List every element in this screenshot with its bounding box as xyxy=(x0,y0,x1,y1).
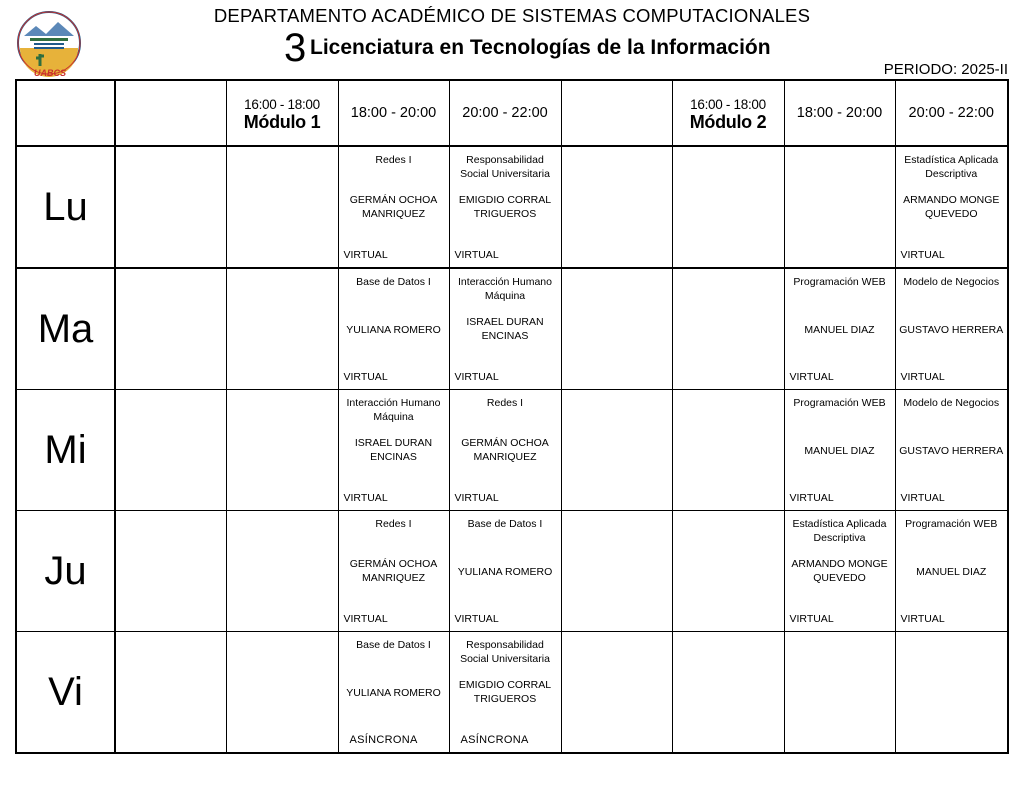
modality-label: VIRTUAL xyxy=(900,371,945,383)
teacher-name: GERMÁN OCHOA MANRIQUEZ xyxy=(349,194,438,220)
day-row xyxy=(16,511,1008,632)
subject-name: Programación WEB xyxy=(793,276,886,288)
modality-label: VIRTUAL xyxy=(900,613,945,625)
day-row xyxy=(16,632,1008,754)
column-time: 18:00 - 20:00 xyxy=(796,105,883,121)
subject-name: Estadística Aplicada Descriptiva xyxy=(904,154,999,180)
class-cell xyxy=(338,268,449,390)
class-cell xyxy=(895,146,1008,268)
day-label: Mi xyxy=(16,390,115,511)
day-label: Vi xyxy=(16,632,115,754)
class-cell xyxy=(895,390,1008,511)
empty-cell xyxy=(115,268,226,390)
class-cell xyxy=(449,146,561,268)
empty-cell xyxy=(672,632,784,754)
modality-label: VIRTUAL xyxy=(343,492,388,504)
teacher-name: MANUEL DIAZ xyxy=(804,324,875,336)
column-header xyxy=(226,80,338,146)
day-row xyxy=(16,146,1008,268)
class-cell xyxy=(784,390,895,511)
teacher-name: MANUEL DIAZ xyxy=(916,566,987,578)
class-cell xyxy=(895,511,1008,632)
teacher-name: GUSTAVO HERRERA xyxy=(899,445,1004,457)
empty-cell xyxy=(561,632,672,754)
modality-label: VIRTUAL xyxy=(454,371,499,383)
column-module: Módulo 1 xyxy=(243,111,321,132)
subject-name: Interacción Humano Máquina xyxy=(458,276,552,302)
class-cell xyxy=(784,268,895,390)
teacher-name: MANUEL DIAZ xyxy=(804,445,875,457)
subject-name: Interacción Humano Máquina xyxy=(346,397,441,423)
subject-name: Responsabilidad Social Universitaria xyxy=(460,154,550,180)
day-label: Lu xyxy=(16,146,115,268)
corner-cell xyxy=(16,80,115,146)
empty-cell xyxy=(226,511,338,632)
empty-cell xyxy=(561,268,672,390)
teacher-name: ISRAEL DURAN ENCINAS xyxy=(466,316,544,342)
class-cell xyxy=(338,511,449,632)
teacher-name: ARMANDO MONGE QUEVEDO xyxy=(903,194,1000,220)
subject-name: Responsabilidad Social Universitaria xyxy=(460,639,550,665)
empty-cell xyxy=(226,146,338,268)
subject-name: Estadística Aplicada Descriptiva xyxy=(792,518,887,544)
subject-name: Programación WEB xyxy=(905,518,998,530)
teacher-name: ISRAEL DURAN ENCINAS xyxy=(354,437,433,463)
column-header xyxy=(672,80,784,146)
teacher-name: ARMANDO MONGE QUEVEDO xyxy=(791,558,888,584)
modality-label: ASÍNCRONA xyxy=(460,734,529,746)
semester-number: 3 xyxy=(284,26,307,70)
period-label: PERIODO: 2025-II xyxy=(883,61,1008,78)
empty-cell xyxy=(115,390,226,511)
modality-label: VIRTUAL xyxy=(900,492,945,504)
class-cell xyxy=(449,268,561,390)
class-cell xyxy=(338,632,449,754)
empty-cell xyxy=(561,146,672,268)
column-time: 16:00 - 18:00 xyxy=(690,96,766,112)
empty-cell xyxy=(115,146,226,268)
modality-label: VIRTUAL xyxy=(789,492,834,504)
subject-name: Base de Datos I xyxy=(467,518,543,530)
class-cell xyxy=(338,146,449,268)
empty-cell xyxy=(672,390,784,511)
day-label: Ma xyxy=(16,268,115,390)
empty-cell xyxy=(895,632,1008,754)
column-header xyxy=(449,80,561,146)
column-header xyxy=(115,80,226,146)
empty-cell xyxy=(672,511,784,632)
class-cell xyxy=(449,511,561,632)
empty-cell xyxy=(784,632,895,754)
teacher-name: YULIANA ROMERO xyxy=(346,687,441,699)
empty-cell xyxy=(226,632,338,754)
class-cell xyxy=(449,632,561,754)
column-time: 20:00 - 22:00 xyxy=(908,105,994,121)
teacher-name: EMIGDIO CORRAL TRIGUEROS xyxy=(458,194,552,220)
program-title: Licenciatura en Tecnologías de la Información xyxy=(310,36,771,59)
column-header xyxy=(338,80,449,146)
teacher-name: GUSTAVO HERRERA xyxy=(899,324,1004,336)
teacher-name: YULIANA ROMERO xyxy=(457,566,553,578)
column-module: Módulo 2 xyxy=(689,111,767,132)
empty-cell xyxy=(561,390,672,511)
subject-name: Modelo de Negocios xyxy=(903,276,1000,288)
day-row xyxy=(16,268,1008,390)
column-time: 16:00 - 18:00 xyxy=(244,96,320,112)
schedule-table xyxy=(15,79,1009,754)
subject-name: Modelo de Negocios xyxy=(903,397,1000,409)
class-cell xyxy=(784,511,895,632)
empty-cell xyxy=(226,390,338,511)
empty-cell xyxy=(115,632,226,754)
modality-label: VIRTUAL xyxy=(343,371,388,383)
modality-label: VIRTUAL xyxy=(789,613,834,625)
empty-cell xyxy=(784,146,895,268)
class-cell xyxy=(338,390,449,511)
modality-label: VIRTUAL xyxy=(900,249,945,261)
department-title: DEPARTAMENTO ACADÉMICO DE SISTEMAS COMPUTACIONALES xyxy=(213,5,811,26)
empty-cell xyxy=(226,268,338,390)
subject-name: Redes I xyxy=(486,397,524,409)
subject-name: Base de Datos I xyxy=(356,639,431,651)
day-label: Ju xyxy=(16,511,115,632)
empty-cell xyxy=(115,511,226,632)
header-row xyxy=(16,80,1008,146)
teacher-name: EMIGDIO CORRAL TRIGUEROS xyxy=(458,679,552,705)
column-header xyxy=(561,80,672,146)
subject-name: Redes I xyxy=(375,154,412,166)
teacher-name: YULIANA ROMERO xyxy=(346,324,441,336)
modality-label: ASÍNCRONA xyxy=(349,734,418,746)
teacher-name: GERMÁN OCHOA MANRIQUEZ xyxy=(349,558,438,584)
modality-label: VIRTUAL xyxy=(454,249,499,261)
empty-cell xyxy=(561,511,672,632)
column-header xyxy=(784,80,895,146)
modality-label: VIRTUAL xyxy=(343,613,388,625)
modality-label: VIRTUAL xyxy=(454,492,499,504)
column-time: 20:00 - 22:00 xyxy=(462,105,548,121)
subject-name: Redes I xyxy=(375,518,412,530)
class-cell xyxy=(895,268,1008,390)
column-time: 18:00 - 20:00 xyxy=(350,105,437,121)
svg-text:UABCS: UABCS xyxy=(33,68,67,78)
modality-label: VIRTUAL xyxy=(343,249,388,261)
modality-label: VIRTUAL xyxy=(454,613,499,625)
teacher-name: GERMÁN OCHOA MANRIQUEZ xyxy=(461,437,549,463)
column-header xyxy=(895,80,1008,146)
empty-cell xyxy=(672,268,784,390)
day-row xyxy=(16,390,1008,511)
empty-cell xyxy=(672,146,784,268)
class-cell xyxy=(449,390,561,511)
subject-name: Base de Datos I xyxy=(356,276,431,288)
modality-label: VIRTUAL xyxy=(789,371,834,383)
subject-name: Programación WEB xyxy=(793,397,886,409)
